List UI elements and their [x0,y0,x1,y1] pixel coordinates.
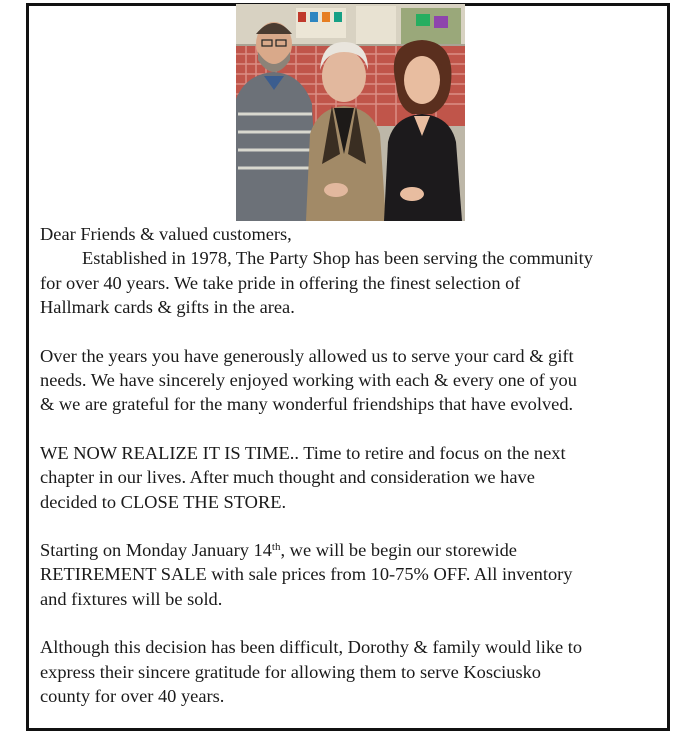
paragraph-5-line-3: county for over 40 years. [40,686,225,707]
paragraph-2-line-3: & we are grateful for the many wonderful friendships that have evolved. [40,394,574,415]
sale-date-text: Starting on Monday January 14 [40,540,272,561]
paragraph-1-line-3: Hallmark cards & gifts in the area. [40,297,295,318]
greeting: Dear Friends & valued customers, [40,224,292,244]
photo-people-icon [236,4,465,221]
paragraph-4-line-2: RETIREMENT SALE with sale prices from 10-75% OFF. All inventory [40,564,573,585]
paragraph-4-line-3: and fixtures will be sold. [40,588,223,609]
paragraph-2-line-1: Over the years you have generously allowed us to serve your card & gift [40,345,574,366]
paragraph-3-line-3: decided to CLOSE THE STORE. [40,491,287,512]
paragraph-2-line-2: needs. We have sincerely enjoyed working with each & every one of you [40,370,577,391]
date-ordinal: th [271,541,281,554]
paragraph-4-line-1 [40,538,666,562]
paragraph-5-line-2: express their sincere gratitude for allowing them to serve Kosciusko [40,661,542,682]
paragraph-3-line-1: WE NOW REALIZE IT IS TIME.. Time to retire and focus on the next [40,442,566,463]
letter-body [40,222,666,709]
paragraph-1-line-2: for over 40 years. We take pride in offering the finest selection of [40,272,521,293]
shop-owners-photo [236,4,465,221]
sale-date-rest: , we will be begin our storewide [280,540,517,561]
paragraph-1-line-1: Established in 1978, The Party Shop has been serving the community [82,248,593,269]
paragraph-3-line-2: chapter in our lives. After much thought and consideration we have [40,467,535,488]
paragraph-5-line-1: Although this decision has been difficult, Dorothy & family would like to [40,637,583,658]
